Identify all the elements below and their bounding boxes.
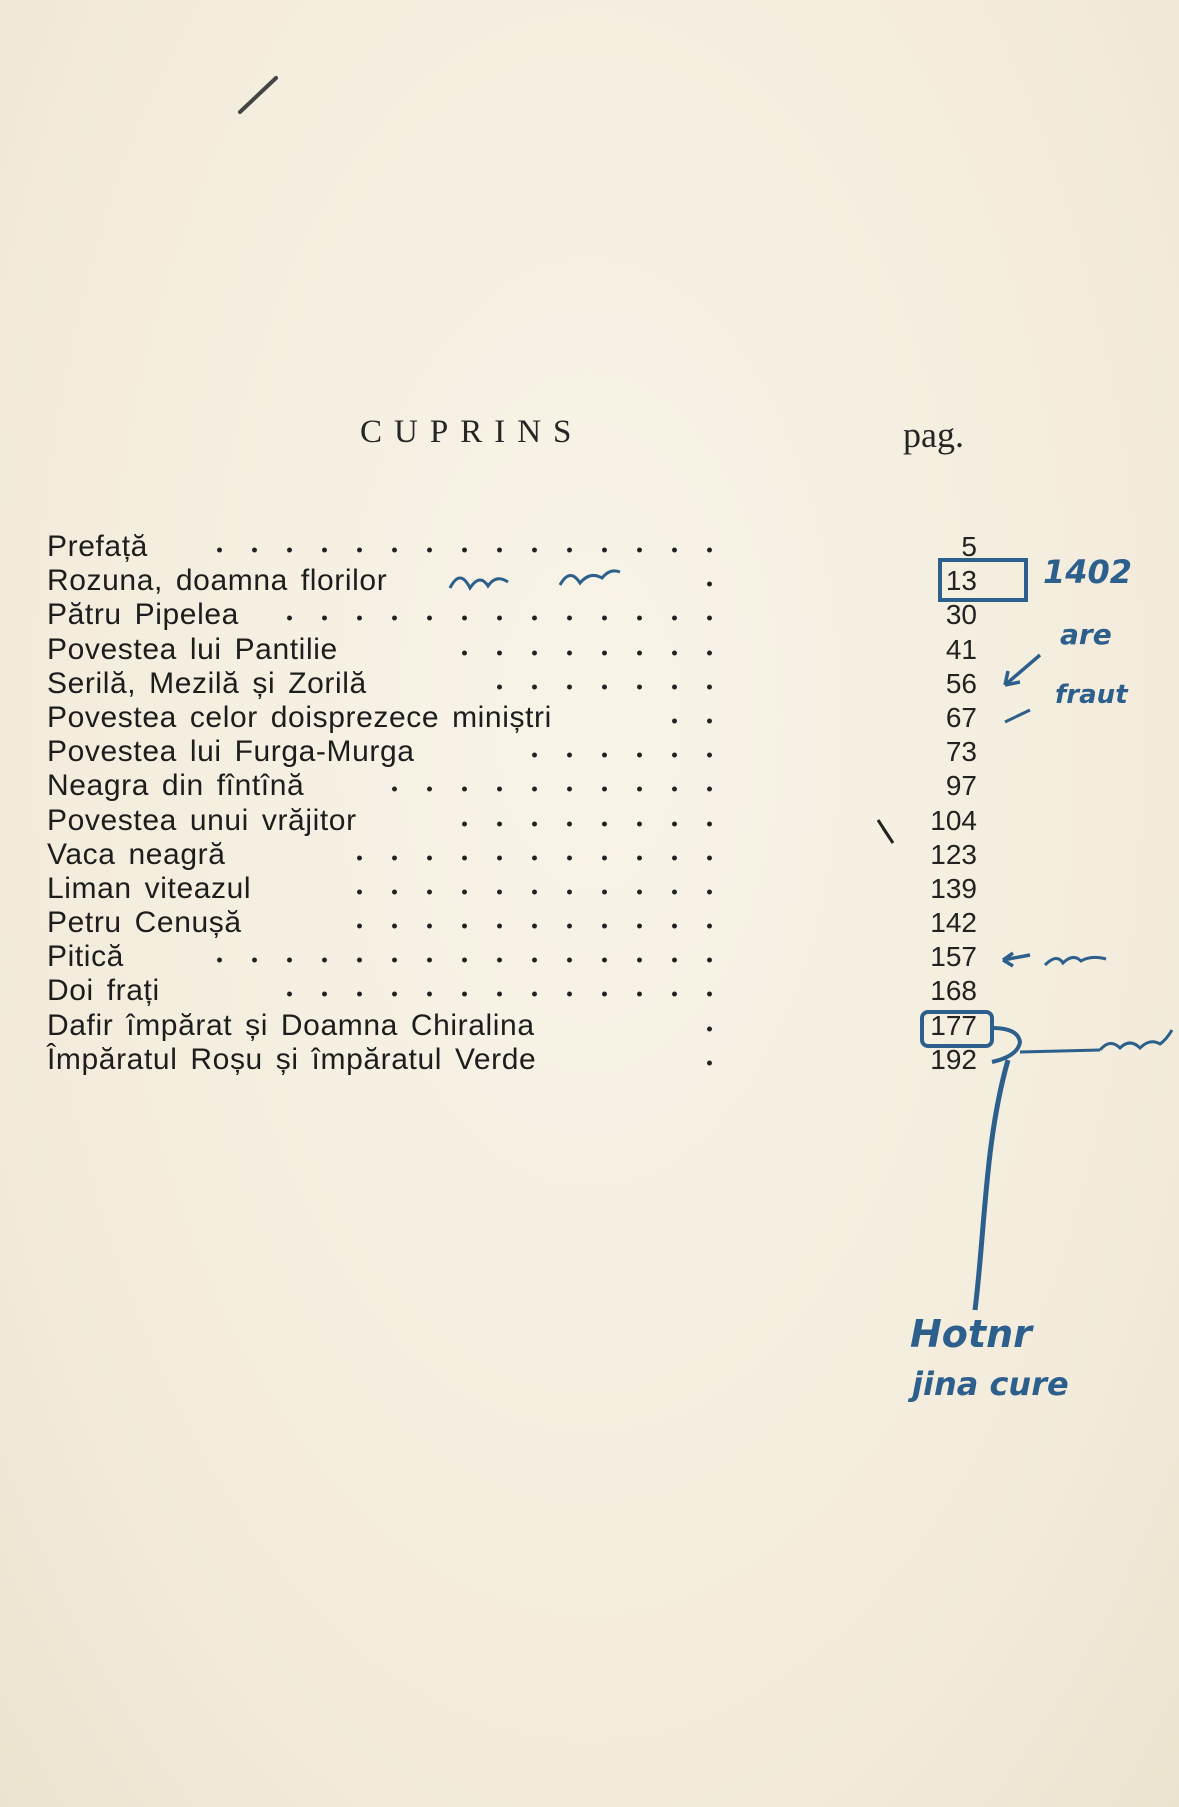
- toc-entry: [47, 598, 987, 632]
- toc-entry: [47, 906, 987, 940]
- toc-entry-page: 5: [961, 531, 977, 562]
- leader-dots: [202, 538, 727, 562]
- toc-entry-page: 30: [945, 599, 977, 631]
- toc-entry-title: Rozuna, doamna florilor: [47, 564, 388, 598]
- toc-entry: [47, 872, 987, 906]
- leader-dots: [687, 1017, 727, 1041]
- toc-entry-title: Povestea lui Furga-Murga: [47, 735, 415, 769]
- leader-dots: [667, 709, 727, 733]
- toc-entry-page: 177: [930, 1009, 977, 1041]
- toc-entry-page: 139: [930, 872, 977, 904]
- toc-entry-title: Împăratul Roșu și împăratul Verde: [47, 1042, 537, 1076]
- toc-entry-title: Povestea celor doisprezece miniștri: [47, 700, 552, 734]
- leader-dots: [687, 1051, 727, 1075]
- table-of-contents: [47, 530, 987, 1077]
- toc-entry-page: 67: [945, 701, 977, 733]
- toc-entry-page: 192: [930, 1043, 977, 1075]
- handwritten-note: 1402: [1043, 553, 1133, 591]
- toc-entry-title: Doi frați: [47, 974, 160, 1008]
- handwritten-note: are: [1060, 618, 1112, 651]
- toc-entry-title: Povestea unui vrăjitor: [47, 803, 357, 837]
- toc-entry-title: Neagra din fîntînă: [47, 769, 305, 803]
- toc-entry-page: 13: [945, 565, 977, 597]
- toc-entry-page: 56: [945, 667, 977, 699]
- toc-entry: [47, 735, 987, 769]
- toc-entry: [47, 1009, 987, 1043]
- toc-entry: [47, 530, 987, 564]
- toc-entry-page: 73: [945, 736, 977, 768]
- toc-entry-page: 157: [930, 941, 977, 973]
- leader-dots: [217, 948, 727, 972]
- leader-dots: [687, 572, 727, 596]
- toc-entry-title: Prefață: [47, 530, 148, 563]
- toc-entry-page: 168: [930, 975, 977, 1007]
- leader-dots: [507, 743, 727, 767]
- toc-entry: [47, 564, 987, 598]
- page-column-header: pag.: [903, 415, 964, 455]
- toc-entry-title: Petru Cenușă: [47, 906, 242, 940]
- toc-entry-title: Vaca neagră: [47, 837, 226, 871]
- toc-entry: [47, 667, 987, 701]
- toc-entry-page: 123: [930, 838, 977, 870]
- toc-entry: [47, 804, 987, 838]
- toc-entry: [47, 633, 987, 667]
- handwritten-note: jina cure: [912, 1365, 1069, 1403]
- toc-entry-title: Serilă, Mezilă și Zorilă: [47, 666, 367, 700]
- toc-entry-title: Liman viteazul: [47, 871, 252, 905]
- leader-dots: [447, 641, 727, 665]
- toc-entry-page: 142: [930, 907, 977, 939]
- leader-dots: [377, 777, 727, 801]
- toc-entry: [47, 974, 987, 1008]
- toc-entry-title: Pitică: [47, 940, 124, 974]
- handwritten-note: Hotnr: [910, 1312, 1032, 1356]
- toc-entry-title: Pătru Pipelea: [47, 598, 239, 632]
- leader-dots: [492, 675, 727, 699]
- toc-entry: [47, 940, 987, 974]
- arrow-icon: [1003, 953, 1030, 966]
- toc-entry-page: 104: [930, 804, 977, 836]
- toc-entry: [47, 1043, 987, 1077]
- leader-dots: [332, 846, 727, 870]
- toc-entry: [47, 769, 987, 803]
- arrow-icon: [1005, 655, 1040, 685]
- toc-entry-title: Dafir împărat și Doamna Chiralina: [47, 1008, 535, 1042]
- handwritten-note: fraut: [1055, 680, 1128, 710]
- page-title: CUPRINS: [360, 414, 584, 450]
- leader-dots: [272, 982, 727, 1006]
- leader-dots: [332, 880, 727, 904]
- toc-entry: [47, 838, 987, 872]
- toc-entry: [47, 701, 987, 735]
- leader-dots: [337, 914, 727, 938]
- leader-dots: [282, 606, 727, 630]
- toc-entry-page: 97: [945, 770, 977, 802]
- toc-entry-page: 41: [945, 633, 977, 665]
- toc-entry-title: Povestea lui Pantilie: [47, 632, 338, 666]
- leader-dots: [442, 812, 727, 836]
